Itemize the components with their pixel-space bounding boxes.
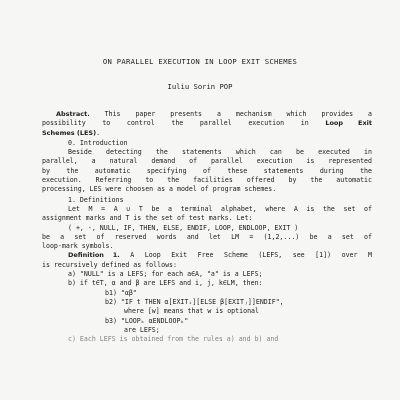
- definition-1-item-b3: b3) "LOOPₖ αENDLOOPₖ": [105, 316, 189, 325]
- definition-1-are-lefs: are LEFS;: [124, 325, 160, 334]
- author-name: Iuliu Sorin POP: [167, 82, 233, 91]
- abstract-label: Abstract.: [56, 110, 90, 118]
- abstract-period: .: [96, 128, 101, 137]
- definition-1-item-b2: b2) "IF t THEN α[EXITᵢ][ELSE β[EXITⱼ]]ENDIF",: [105, 297, 284, 306]
- abstract-line-1: [42, 110, 372, 119]
- abstract-term-les: Schemes (LES): [42, 128, 97, 137]
- abstract-line-3: [42, 129, 372, 138]
- definition-1-line-2: is recursively defined as follows:: [42, 260, 177, 269]
- reserved-words-line: ( +, -, NULL, IF, THEN, ELSE, ENDIF, LOOP, ENDLOOP, EXIT ): [68, 223, 299, 232]
- definition-1-label: Definition 1.: [68, 251, 120, 260]
- paper-body: [42, 110, 372, 344]
- definition-1-item-b1: b1) "αβ": [105, 288, 137, 297]
- paper-title: ON PARALLEL EXECUTION IN LOOP EXIT SCHEMES: [102, 57, 298, 66]
- definition-1-line-1: [42, 251, 372, 260]
- abstract-line-2: [42, 119, 372, 128]
- definitions-line-2: assignment marks and T is the set of test marks. Let:: [42, 214, 253, 223]
- abstract-text-2: possibility to control the parallel execution in: [42, 119, 309, 128]
- intro-line-2: parallel, a natural demand of parallel execution is represented: [42, 157, 372, 166]
- abstract-term: Loop Exit: [325, 119, 372, 128]
- definition-1-optional-note: where [w] means that w is optional: [124, 307, 259, 316]
- section-1-heading: 1. Definitions: [68, 195, 124, 204]
- definitions-line-1: Let M = A ∪ T be a terminal alphabet, where A is the set of: [68, 204, 372, 213]
- definitions-line-5: loop-mark symbols.: [42, 242, 114, 251]
- definition-1-item-c-cut: c) Each LEFS is obtained from the rules a) and b) and: [68, 335, 279, 344]
- definition-1-item-a: a) "NULL" is a LEFS; for each a∈A, "a" is a LEFS;: [68, 270, 263, 279]
- definitions-line-4: be a set of reserved words and let LM = (1,2,...) be a set of: [42, 232, 372, 241]
- abstract-text-1: This paper presents a mechanism which provides a: [104, 110, 372, 118]
- intro-line-4: execution. Referring to the facilities offered by the automatic: [42, 176, 372, 185]
- intro-line-3: by the automatic specifying of these statements during the: [42, 166, 372, 175]
- intro-line-1: Beside detecting the statements which can be executed in: [68, 148, 372, 157]
- definition-1-item-b: b) if t∈T, α and β are LEFS and i, j, k∈LM, then:: [68, 279, 263, 288]
- section-0-heading: 0. Introduction: [68, 138, 128, 147]
- definition-1-intro: A Loop Exit Free Scheme (LEFS, see [1]) over M: [130, 251, 372, 260]
- intro-line-5: processing, LES were choosen as a model of program schemes.: [42, 185, 277, 194]
